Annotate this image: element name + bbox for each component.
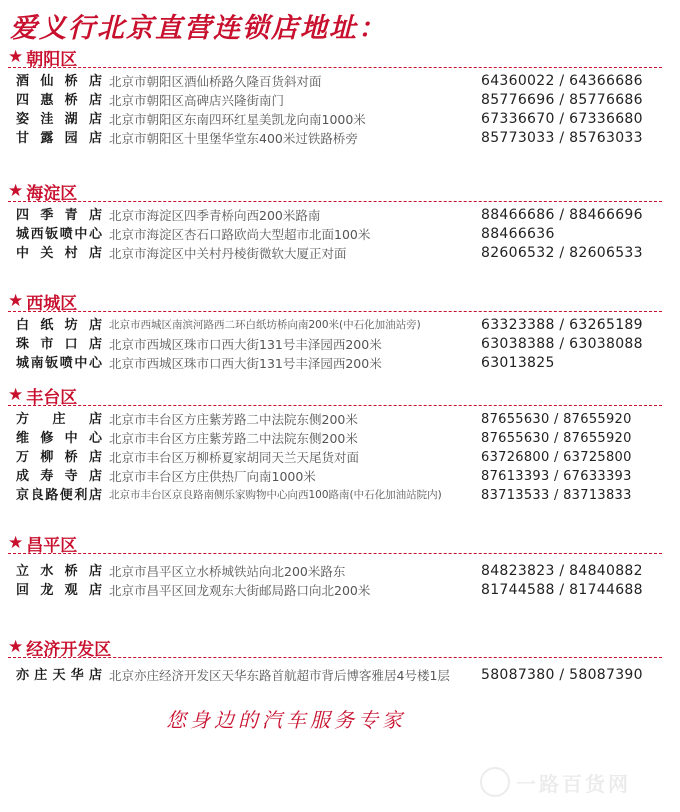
store-address: 北京市朝阳区十里堡华堂东400米过铁路桥旁 bbox=[109, 131, 358, 146]
store-name: 成寿寺店 bbox=[16, 469, 102, 484]
section-divider bbox=[8, 67, 662, 68]
store-address: 北京市丰台区万柳桥夏家胡同天兰天尾货对面 bbox=[109, 450, 360, 465]
watermark-logo-icon bbox=[480, 767, 510, 797]
section-divider bbox=[8, 405, 662, 406]
store-phone: 85776696 / 85776686 bbox=[481, 92, 643, 108]
store-phone: 63013825 bbox=[481, 355, 555, 371]
store-address: 北京市西城区南滨河路西二环白纸坊桥向南200米(中石化加油站旁) bbox=[109, 319, 421, 331]
section-divider bbox=[8, 553, 662, 554]
section-header bbox=[8, 636, 111, 658]
store-row bbox=[0, 129, 680, 148]
store-row bbox=[0, 354, 680, 373]
star-icon: ★ bbox=[8, 291, 24, 311]
store-address: 北京市朝阳区高碑店兴隆街南门 bbox=[109, 93, 285, 108]
store-phone: 85773033 / 85763033 bbox=[481, 130, 643, 146]
store-address: 北京市海淀区杏石口路欧尚大型超市北面100米 bbox=[109, 227, 371, 242]
store-name: 酒仙桥店 bbox=[16, 74, 102, 89]
store-name: 维修中心 bbox=[16, 431, 102, 446]
store-name: 立水桥店 bbox=[16, 564, 102, 579]
store-name: 方庄店 bbox=[16, 412, 102, 427]
store-row bbox=[0, 335, 680, 354]
store-row bbox=[0, 244, 680, 263]
store-name: 四季青店 bbox=[16, 208, 102, 223]
store-phone: 63038388 / 63038088 bbox=[481, 336, 643, 352]
store-address: 北京市海淀区中关村丹棱街微软大厦正对面 bbox=[109, 246, 347, 261]
store-phone: 67336670 / 67336680 bbox=[481, 111, 643, 127]
store-phone: 64360022 / 64366686 bbox=[481, 73, 643, 89]
store-address: 北京市昌平区立水桥城铁站向北200米路东 bbox=[109, 564, 346, 579]
store-name: 京良路便利店 bbox=[16, 488, 102, 503]
slogan: 您身边的汽车服务专家 bbox=[166, 708, 406, 732]
store-phone: 83713533 / 83713833 bbox=[481, 488, 632, 503]
section-divider bbox=[8, 311, 662, 312]
star-icon: ★ bbox=[8, 637, 24, 657]
store-name: 城西钣喷中心 bbox=[16, 227, 102, 242]
store-name: 四惠桥店 bbox=[16, 93, 102, 108]
store-name: 白纸坊店 bbox=[16, 318, 102, 333]
store-row bbox=[0, 429, 680, 448]
store-name: 珠市口店 bbox=[16, 337, 102, 352]
store-row bbox=[0, 448, 680, 467]
store-address: 北京市朝阳区东南四环红星美凯龙向南1000米 bbox=[109, 112, 366, 127]
section-title: 海淀区 bbox=[26, 183, 78, 204]
store-row bbox=[0, 91, 680, 110]
section-divider bbox=[8, 201, 662, 202]
section-title: 经济开发区 bbox=[26, 639, 112, 660]
store-name: 万柳桥店 bbox=[16, 450, 102, 465]
section-header bbox=[8, 532, 77, 554]
section-title: 丰台区 bbox=[26, 387, 78, 408]
store-name: 甘露园店 bbox=[16, 131, 102, 146]
store-phone: 58087380 / 58087390 bbox=[481, 667, 643, 683]
store-name: 姿洼湖店 bbox=[16, 112, 102, 127]
store-phone: 87655630 / 87655920 bbox=[481, 412, 632, 427]
store-address: 北京市西城区珠市口西大街131号丰泽园西200米 bbox=[109, 356, 382, 371]
store-phone: 88466636 bbox=[481, 226, 555, 242]
watermark-text: 一路百货网 bbox=[516, 771, 631, 796]
store-name: 回龙观店 bbox=[16, 583, 102, 598]
section-title: 昌平区 bbox=[26, 535, 78, 556]
store-row bbox=[0, 72, 680, 91]
store-name: 城南钣喷中心 bbox=[16, 356, 102, 371]
store-address: 北京市西城区珠市口西大街131号丰泽园西200米 bbox=[109, 337, 382, 352]
store-row bbox=[0, 225, 680, 244]
store-row bbox=[0, 562, 680, 581]
store-phone: 81744588 / 81744688 bbox=[481, 582, 643, 598]
section-header bbox=[8, 46, 77, 68]
page-title: 爱义行北京直营连锁店地址： bbox=[10, 13, 387, 44]
star-icon: ★ bbox=[8, 181, 24, 201]
store-row bbox=[0, 316, 680, 335]
star-icon: ★ bbox=[8, 533, 24, 553]
store-row bbox=[0, 467, 680, 486]
store-row bbox=[0, 110, 680, 129]
store-row bbox=[0, 486, 680, 505]
store-phone: 82606532 / 82606533 bbox=[481, 245, 643, 261]
store-address: 北京市海淀区四季青桥向西200米路南 bbox=[109, 208, 321, 223]
store-address: 北京市昌平区回龙观东大街邮局路口向北200米 bbox=[109, 583, 371, 598]
section-header bbox=[8, 180, 77, 202]
store-name: 亦庄天华店 bbox=[16, 668, 102, 683]
store-phone: 87655630 / 87655920 bbox=[481, 431, 632, 446]
store-address: 北京市丰台区方庄供热厂向南1000米 bbox=[109, 469, 316, 484]
store-row bbox=[0, 206, 680, 225]
section-header bbox=[8, 290, 77, 312]
store-address: 北京亦庄经济开发区天华东路首航超市背后博客雅居4号楼1层 bbox=[109, 668, 450, 683]
store-phone: 84823823 / 84840882 bbox=[481, 563, 643, 579]
section-divider bbox=[8, 657, 662, 658]
store-address: 北京市丰台区方庄紫芳路二中法院东侧200米 bbox=[109, 412, 358, 427]
store-phone: 87613393 / 67633393 bbox=[481, 469, 632, 484]
store-phone: 63726800 / 63725800 bbox=[481, 450, 632, 465]
store-address: 北京市丰台区京良路南侧乐家购物中心向西100路南(中石化加油站院内) bbox=[109, 489, 442, 501]
star-icon: ★ bbox=[8, 47, 24, 67]
store-phone: 63323388 / 63265189 bbox=[481, 317, 643, 333]
store-address: 北京市朝阳区酒仙桥路久隆百货斜对面 bbox=[109, 74, 322, 89]
store-name: 中关村店 bbox=[16, 246, 102, 261]
store-row bbox=[0, 410, 680, 429]
store-row bbox=[0, 581, 680, 600]
store-phone: 88466686 / 88466696 bbox=[481, 207, 643, 223]
store-row bbox=[0, 666, 680, 685]
section-header bbox=[8, 384, 77, 406]
star-icon: ★ bbox=[8, 385, 24, 405]
section-title: 西城区 bbox=[26, 293, 78, 314]
section-title: 朝阳区 bbox=[26, 49, 78, 70]
watermark bbox=[480, 762, 660, 802]
store-address: 北京市丰台区方庄紫芳路二中法院东侧200米 bbox=[109, 431, 358, 446]
